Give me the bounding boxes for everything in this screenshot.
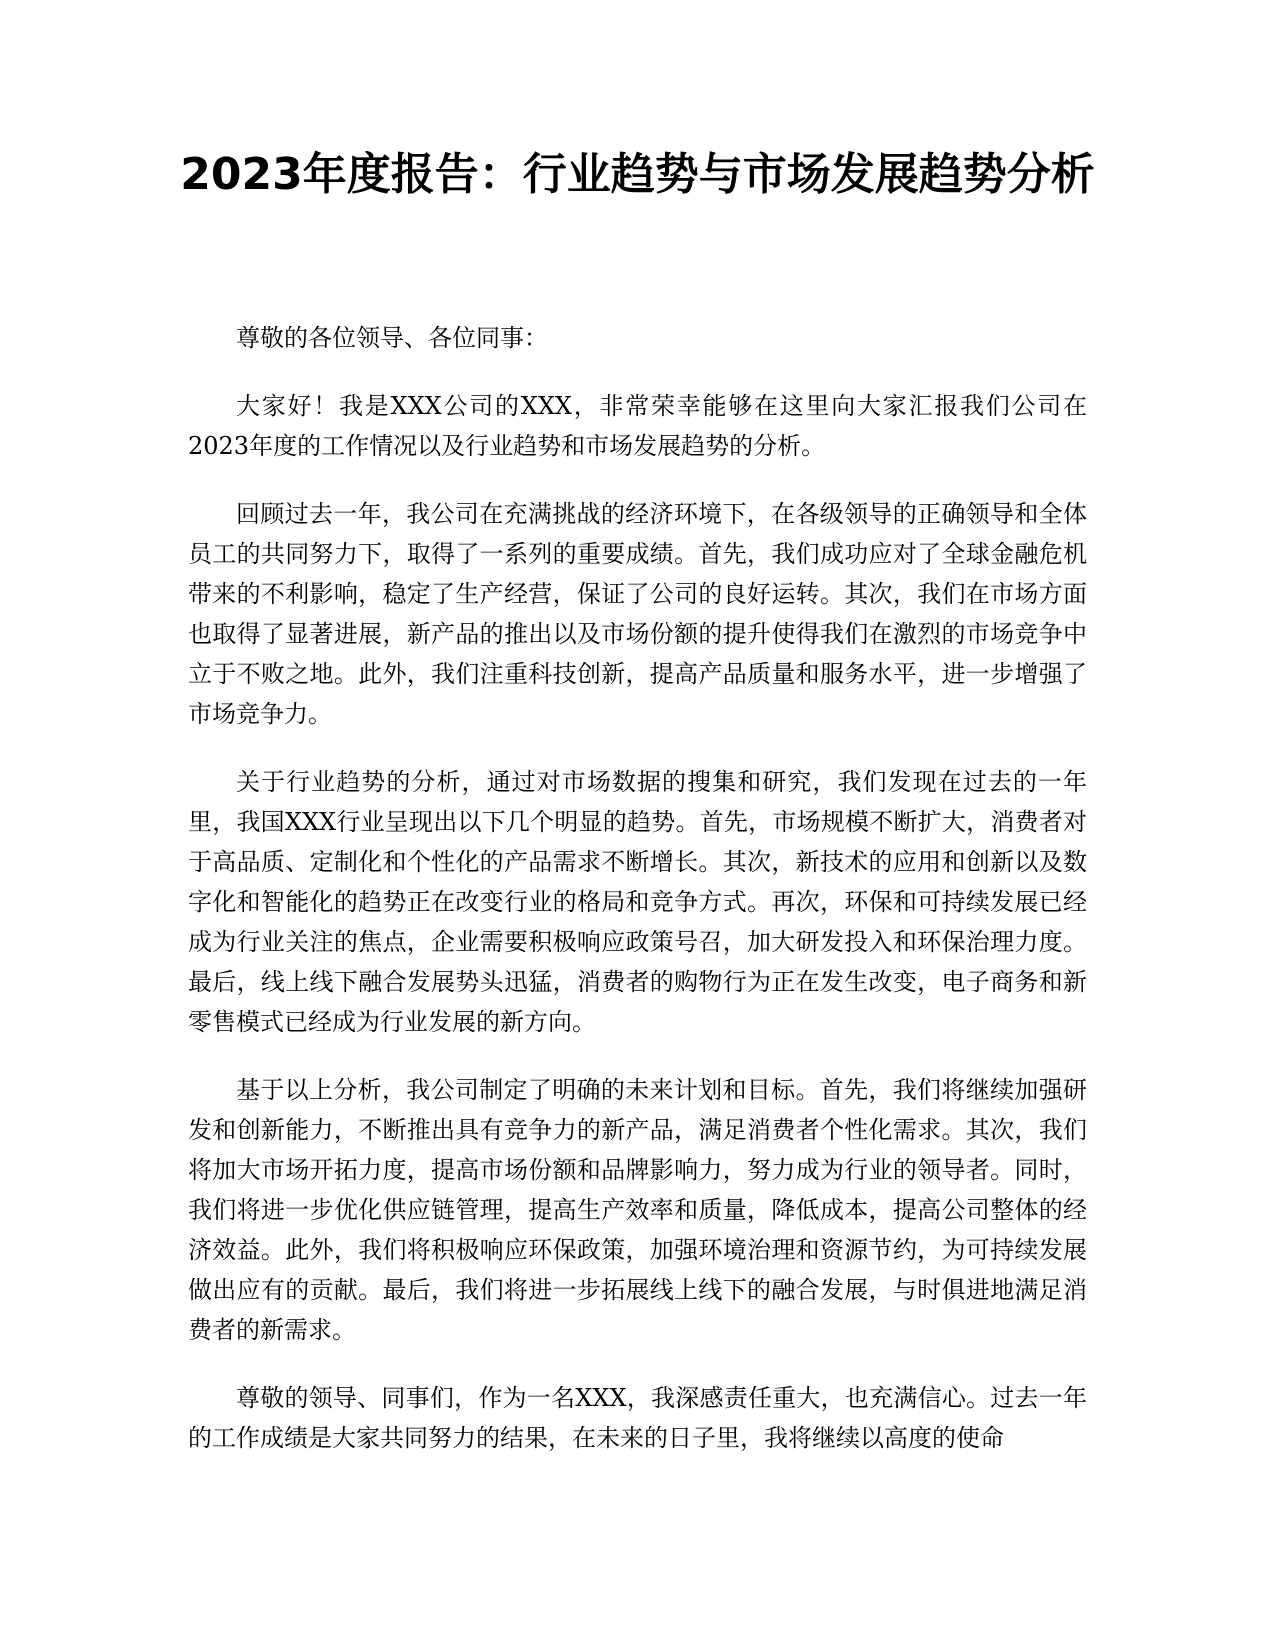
paragraph-industry-trends: 关于行业趋势的分析，通过对市场数据的搜集和研究，我们发现在过去的一年里，我国XXX行业呈现出以下几个明显的趋势。首先，市场规模不断扩大，消费者对于高品质、定制化和个性化的产品需求不断增长。其次，新技术的应用和创新以及数字化和智能化的趋势正在改变行业的格局和竞争方式。再次，环保和可持续发展已经成为行业关注的焦点，企业需要积极响应政策号召，加大研发投入和环保治理力度。最后，线上线下融合发展势头迅猛，消费者的购物行为正在发生改变，电子商务和新零售模式已经成为行业发展的新方向。 <box>188 768 1087 1036</box>
paragraph-review: 回顾过去一年，我公司在充满挑战的经济环境下，在各级领导的正确领导和全体员工的共同努力下，取得了一系列的重要成绩。首先，我们成功应对了全球金融危机带来的不利影响，稳定了生产经营，保证了公司的良好运转。其次，我们在市场方面也取得了显著进展，新产品的推出以及市场份额的提升使得我们在激烈的市场竞争中立于不败之地。此外，我们注重科技创新，提高产品质量和服务水平，进一步增强了市场竞争力。 <box>188 500 1087 728</box>
document-title: 2023年度报告：行业趋势与市场发展趋势分析 <box>180 149 1095 200</box>
paragraph-greeting: 大家好！我是XXX公司的XXX，非常荣幸能够在这里向大家汇报我们公司在2023年度的工作情况以及行业趋势和市场发展趋势的分析。 <box>188 392 1087 460</box>
paragraph-salutation: 尊敬的各位领导、各位同事： <box>236 324 548 352</box>
paragraph-closing: 尊敬的领导、同事们，作为一名XXX，我深感责任重大，也充满信心。过去一年的工作成绩是大家共同努力的结果，在未来的日子里，我将继续以高度的使命 <box>188 1384 1087 1452</box>
document-body <box>188 318 1087 1486</box>
paragraph-future-plans: 基于以上分析，我公司制定了明确的未来计划和目标。首先，我们将继续加强研发和创新能力，不断推出具有竞争力的新产品，满足消费者个性化需求。其次，我们将加大市场开拓力度，提高市场份额和品牌影响力，努力成为行业的领导者。同时，我们将进一步优化供应链管理，提高生产效率和质量，降低成本，提高公司整体的经济效益。此外，我们将积极响应环保政策，加强环境治理和资源节约，为可持续发展做出应有的贡献。最后，我们将进一步拓展线上线下的融合发展，与时俱进地满足消费者的新需求。 <box>188 1076 1087 1344</box>
